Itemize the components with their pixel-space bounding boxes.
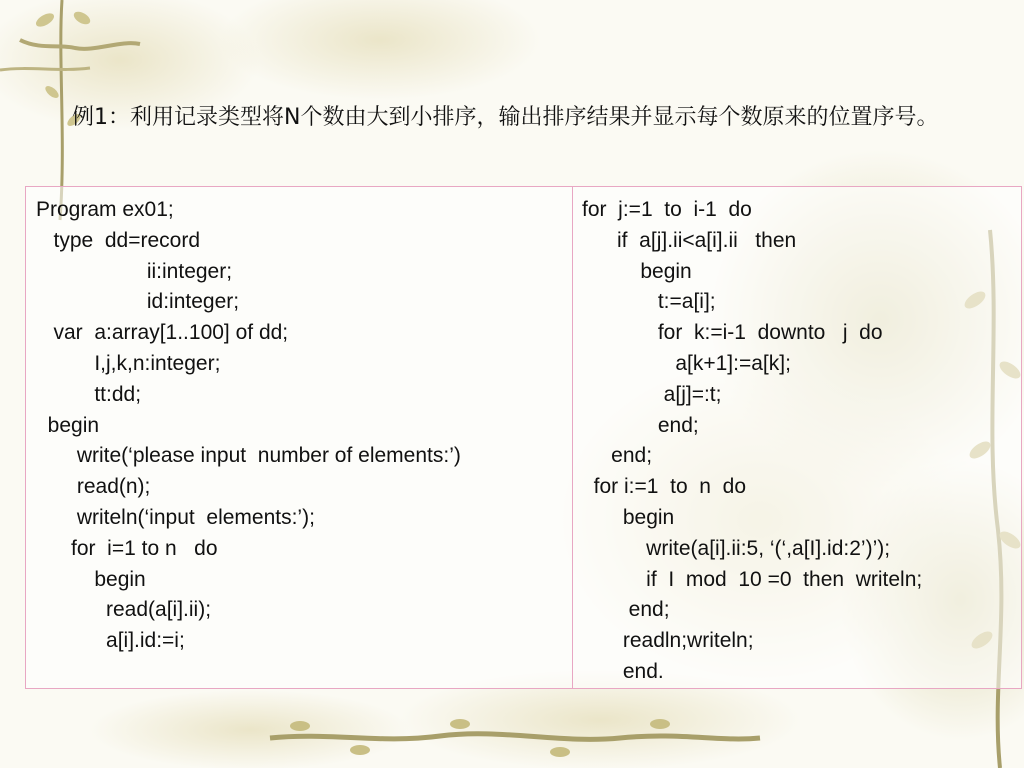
code-line: for i:=1 to n do <box>582 475 747 499</box>
code-line: var a:array[1..100] of dd; <box>36 321 289 345</box>
code-line: readln;writeln; <box>582 629 754 653</box>
code-line: read(a[i].ii); <box>36 598 212 622</box>
code-line: end; <box>582 413 699 437</box>
code-line: begin <box>36 567 146 591</box>
code-line: end; <box>582 598 670 622</box>
code-table <box>25 186 1022 689</box>
code-line: I,j,k,n:integer; <box>36 351 221 375</box>
code-line: begin <box>582 259 692 283</box>
code-line: type dd=record <box>36 228 201 252</box>
code-line: end. <box>582 659 664 683</box>
code-line: write(‘please input number of elements:’) <box>36 444 461 468</box>
slide-title: 例1：利用记录类型将N个数由大到小排序，输出排序结果并显示每个数原来的位置序号。 <box>72 105 939 130</box>
code-line: begin <box>36 413 100 437</box>
code-line: for j:=1 to i-1 do <box>582 198 752 221</box>
code-line: if a[j].ii<a[i].ii then <box>582 228 797 252</box>
code-line: t:=a[i]; <box>582 290 716 314</box>
code-line: read(n); <box>36 475 151 499</box>
code-line: if I mod 10 =0 then writeln; <box>582 567 923 591</box>
right-code-column <box>582 195 1022 688</box>
code-line: Program ex01; <box>36 198 174 221</box>
code-line: for i=1 to n do <box>36 536 218 560</box>
code-line: end; <box>582 444 653 468</box>
column-divider <box>572 187 573 688</box>
code-line: a[i].id:=i; <box>36 629 185 653</box>
code-line: ii:integer; <box>36 259 233 283</box>
code-line: tt:dd; <box>36 382 142 406</box>
code-line: for k:=i-1 downto j do <box>582 321 883 345</box>
left-code-column <box>36 195 566 657</box>
code-line: writeln(‘input elements:’); <box>36 505 315 529</box>
code-line: id:integer; <box>36 290 240 314</box>
code-line: begin <box>582 505 675 529</box>
code-line: a[k+1]:=a[k]; <box>582 351 791 375</box>
code-line: a[j]=:t; <box>582 382 722 406</box>
code-line: write(a[i].ii:5, ‘(‘,a[I].id:2’)’); <box>582 536 891 560</box>
